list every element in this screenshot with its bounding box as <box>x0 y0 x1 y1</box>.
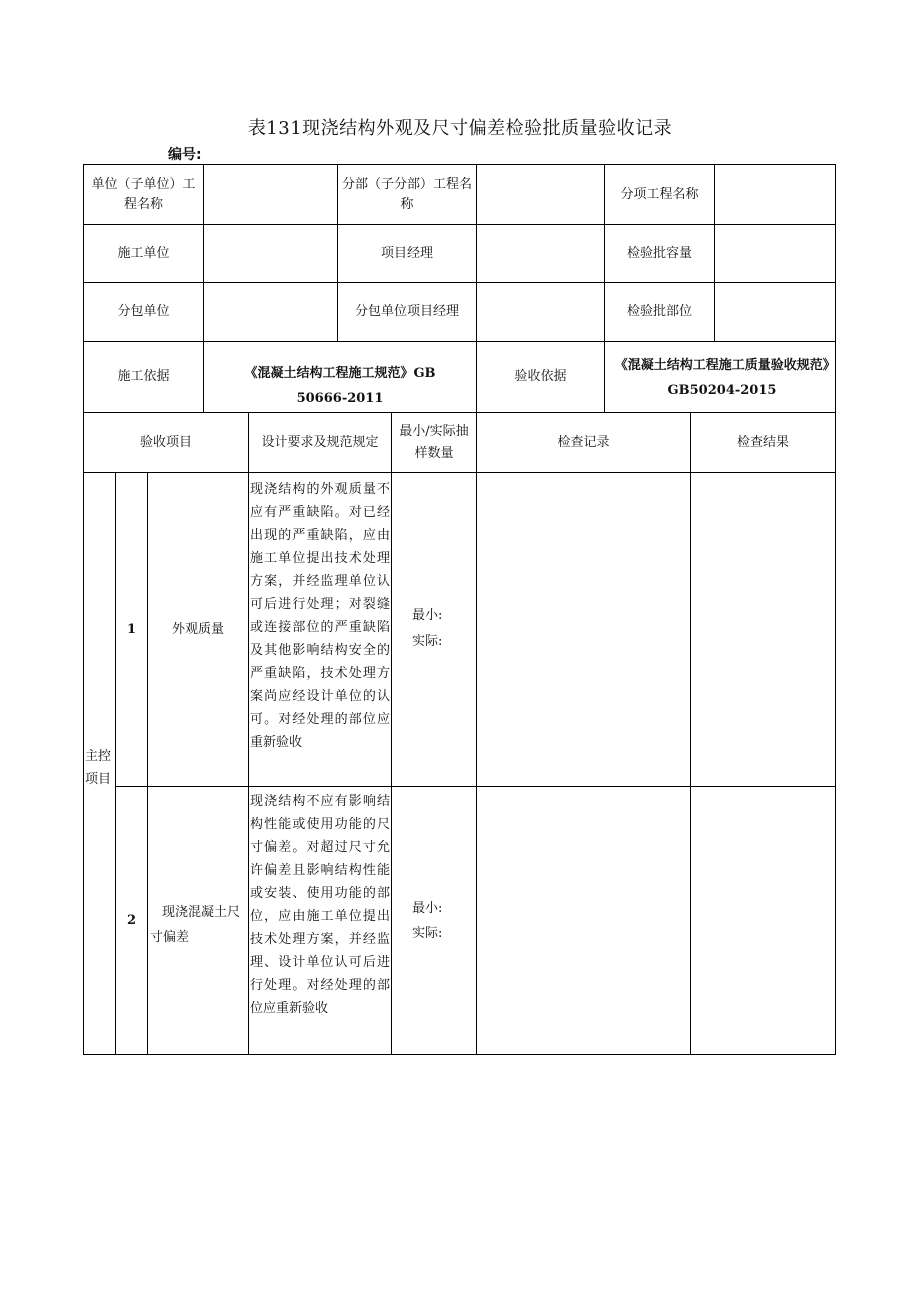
col-result-header: 检查结果 <box>736 434 789 450</box>
page-title: 表131现浇结构外观及尺寸偏差检验批质量验收记录 <box>247 118 673 139</box>
pm-label: 项目经理 <box>380 245 433 261</box>
row-2-min-label: 最小: <box>412 901 443 916</box>
acceptance-basis-value: 《混凝土结构工程施工质量验收规范》GB50204-2015 <box>614 358 830 398</box>
sub-pm-label: 分包单位项目经理 <box>354 304 459 319</box>
subitem-label: 分项工程名称 <box>620 186 699 202</box>
sub-pm-value[interactable] <box>477 283 604 341</box>
row-1-requirement: 现浇结构的外观质量不应有严重缺陷。对已经出现的严重缺陷，应由施工单位提出技术处理方案，并经监理单位认可后进行处理；对裂缝或连接部位的严重缺陷及其他影响结构安全的严重缺陷，技术处理方案尚应经设计单位的认可。对经处理的部位应重新验收 <box>250 482 390 750</box>
row-2-name: 现浇混凝土尺寸偏差 <box>150 905 241 945</box>
row-1-min-label: 最小: <box>412 608 443 623</box>
row-1-result[interactable] <box>691 473 835 786</box>
acceptance-basis-label: 验收依据 <box>514 369 567 384</box>
col-item-header: 验收项目 <box>139 434 192 450</box>
basis-value: 《混凝土结构工程施工规范》GB 50666-2011 <box>244 366 436 406</box>
row-2-result[interactable] <box>691 787 835 1054</box>
batch-location-value[interactable] <box>715 283 835 341</box>
constructor-value[interactable] <box>204 225 337 282</box>
col-requirement-header: 设计要求及规范规定 <box>261 434 379 450</box>
group-label: 主控项目 <box>85 749 112 787</box>
constructor-label: 施工单位 <box>117 245 170 261</box>
col-record-header: 检查记录 <box>557 434 610 450</box>
unit-name-value[interactable] <box>204 165 337 224</box>
pm-value[interactable] <box>477 225 604 282</box>
row-2-number: 2 <box>126 912 137 928</box>
batch-capacity-value[interactable] <box>715 225 835 282</box>
division-label: 分部（子分部）工程名称 <box>342 176 473 212</box>
row-1-actual-label: 实际: <box>412 634 443 649</box>
row-1-record[interactable] <box>477 473 690 786</box>
form-number-label: 编号: <box>168 147 202 163</box>
row-1-name: 外观质量 <box>171 621 224 637</box>
unit-name-label: 单位（子单位）工程名称 <box>91 176 196 212</box>
row-2-actual-label: 实际: <box>412 926 443 941</box>
basis-label: 施工依据 <box>117 369 170 384</box>
col-sample-header: 最小/实际抽样数量 <box>399 423 469 461</box>
batch-capacity-label: 检验批容量 <box>626 245 692 261</box>
subitem-value[interactable] <box>715 165 835 224</box>
subcontractor-label: 分包单位 <box>117 304 170 319</box>
row-2-record[interactable] <box>477 787 690 1054</box>
batch-location-label: 检验批部位 <box>626 304 692 319</box>
row-2-requirement: 现浇结构不应有影响结构性能或使用功能的尺寸偏差。对超过尺寸允许偏差且影响结构性能或安装、使用功能的部位，应由施工单位提出技术处理方案，并经监理、设计单位认可后进行处理。对经处理的部位应重新验收 <box>250 794 390 1016</box>
subcontractor-value[interactable] <box>204 283 337 341</box>
division-value[interactable] <box>477 165 604 224</box>
row-1-number: 1 <box>126 621 137 637</box>
